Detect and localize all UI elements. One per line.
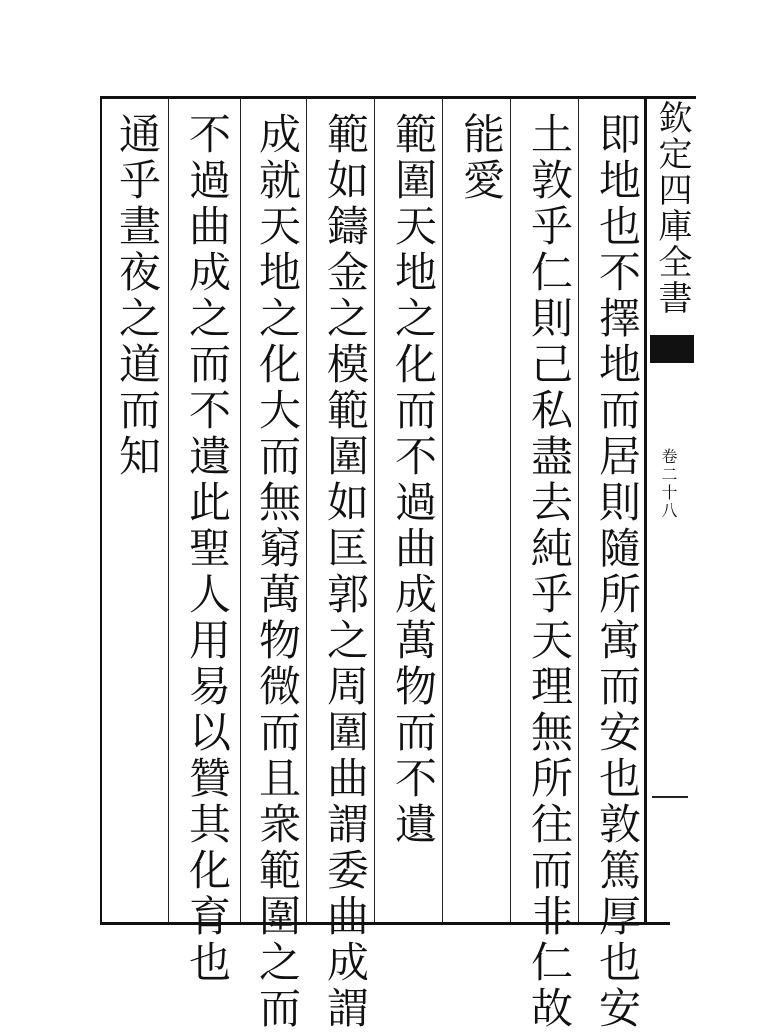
- margin-black-box: [650, 335, 694, 363]
- column-rule: [374, 98, 375, 922]
- book-title: 欽定四庫全書: [652, 100, 692, 316]
- text-column-1: 即地也不擇地而居則隨所寓而安也敦篤厚也安: [593, 112, 642, 1032]
- column-rule: [168, 98, 169, 922]
- column-rule: [510, 98, 511, 922]
- column-rule: [442, 98, 443, 922]
- column-rule: [578, 98, 579, 922]
- text-column-5: 範如鑄金之模範圍如匡郭之周圍曲謂委曲成謂: [321, 112, 370, 1032]
- margin-tick: [652, 796, 688, 798]
- top-border: [100, 96, 696, 99]
- text-column-8: 通乎晝夜之道而知: [113, 112, 162, 480]
- text-column-2: 土敦乎仁則己私盡去純乎天理無所往而非仁故: [525, 112, 574, 1032]
- right-border: [644, 96, 647, 924]
- column-rule: [240, 98, 241, 922]
- text-column-4: 範圍天地之化而不過曲成萬物而不遺: [389, 112, 438, 848]
- text-column-6: 成就天地之化大而無窮萬物微而且衆範圍之而: [253, 112, 302, 1032]
- text-column-7: 不過曲成之而不遺此聖人用易以贊其化育也: [183, 112, 232, 986]
- volume-number: 卷二十八: [659, 448, 678, 520]
- left-border: [100, 96, 102, 924]
- text-column-3: 能愛: [457, 112, 506, 204]
- column-rule: [306, 98, 307, 922]
